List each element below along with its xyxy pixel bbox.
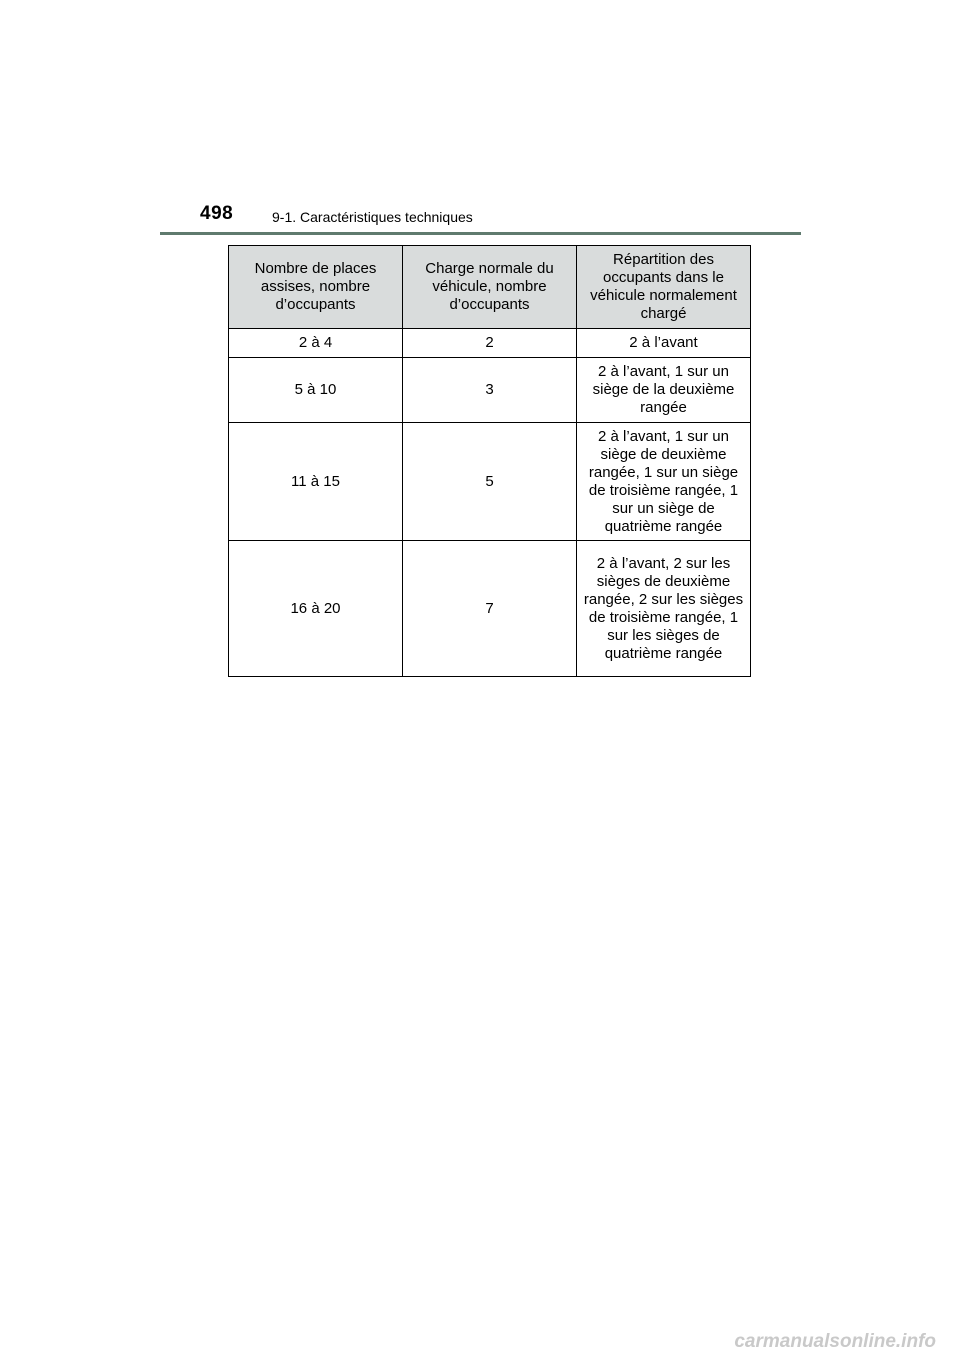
header-divider [160, 232, 801, 235]
column-header-seating-capacity: Nombre de places assises, nombre d’occupants [229, 246, 403, 329]
table-cell-distribution: 2 à l’avant, 2 sur les sièges de deuxième rangée, 2 sur les sièges de troisième rangée, 1 sur les sièges de quatrième rangée [577, 541, 751, 677]
table-row [229, 541, 751, 677]
column-header-normal-load: Charge normale du véhicule, nombre d’occupants [403, 246, 577, 329]
table-row [229, 329, 751, 358]
table-row [229, 423, 751, 541]
page-number: 498 [200, 203, 234, 224]
table-cell-seating-capacity: 11 à 15 [229, 423, 403, 541]
table-cell-seating-capacity: 5 à 10 [229, 358, 403, 423]
table-cell-distribution: 2 à l’avant [577, 329, 751, 358]
table-row [229, 358, 751, 423]
watermark: carmanualsonline.info [734, 1331, 936, 1352]
table-cell-seating-capacity: 2 à 4 [229, 329, 403, 358]
table-cell-normal-load: 5 [403, 423, 577, 541]
table-cell-normal-load: 2 [403, 329, 577, 358]
table-cell-normal-load: 7 [403, 541, 577, 677]
section-title: 9-1. Caractéristiques techniques [272, 209, 473, 225]
occupant-distribution-table [228, 245, 751, 677]
table-cell-distribution: 2 à l’avant, 1 sur un siège de deuxième rangée, 1 sur un siège de troisième rangée, 1 sur un siège de quatrième rangée [577, 423, 751, 541]
table-cell-seating-capacity: 16 à 20 [229, 541, 403, 677]
column-header-occupant-distribution: Répartition des occupants dans le véhicule normalement chargé [577, 246, 751, 329]
table-cell-distribution: 2 à l’avant, 1 sur un siège de la deuxième rangée [577, 358, 751, 423]
table-cell-normal-load: 3 [403, 358, 577, 423]
table-header-row [229, 246, 751, 329]
